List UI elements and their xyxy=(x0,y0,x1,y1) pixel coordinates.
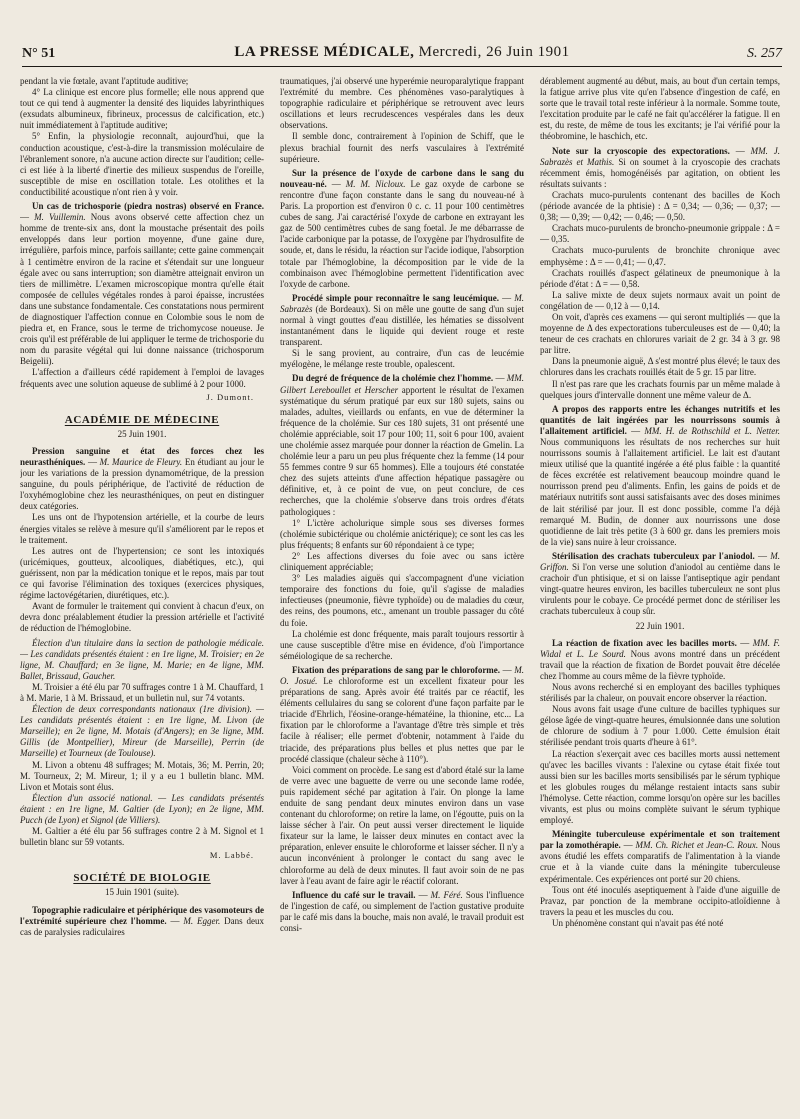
paragraph: Nous avons recherché si en employant des bacilles typhiques stérilisés par la chaleur, on pouvait encore observer la réaction. xyxy=(540,681,780,704)
article-fixation: Fixation des préparations de sang par le chloroforme. — M. O. Josué. Le chloroforme est un excellent fixateur pour les préparations de sang. Après avoir été traités par ce réactif, les éléments cellulaires du sang se colorent d'une façon parfaite par le triacide d'Ehrlich, l'éosine-orange-hématéine, la thionine, etc... La fixation par le chloroforme a l'avantage d'être très simple et très facile à réaliser; elle permet d'obtenir, notamment à l'aide du triacide, des préparations plus belles et plus nettes que par le procédé classique (chaleur sèche à 110°). xyxy=(280,664,524,764)
article-text: En étudiant au jour le jour les variations de la pression dynamométrique, de la pression sanguine, du pouls périphérique, de l'activité de réduction de l'oxyhémoglobine chez les neurasthéniques, on peut en distinguer deux catégories. xyxy=(20,457,264,512)
column-1 xyxy=(20,76,264,1106)
issue-date: Mercredi, 26 Juin 1901 xyxy=(418,44,570,60)
column-3 xyxy=(540,76,780,1106)
article-cafe: Influence du café sur le travail. — M. Féré. Sous l'influence de l'ingestion de café, ou simplement de l'action gustative produite par le café mis dans la bouche, mais non avalé, le travail produit est consi- xyxy=(280,889,524,934)
section-date: 25 Juin 1901. xyxy=(117,428,167,439)
article-text: Si on mêle une goutte de sang d'un sujet normal à vingt gouttes d'eau distillée, les hématies se dissolvent instantanément dans le liquide qui devient rouge et reste transparent. xyxy=(280,303,524,348)
paragraph: La cholémie est donc fréquente, mais paraît toujours ressortir à une cause susceptible d'être mise en évidence, d'où l'importance séméiologique de sa recherche. xyxy=(280,628,524,661)
article-title: Topographie radiculaire et périphérique des vasomoteurs de l'extrémité supérieure chez l'homme. xyxy=(20,904,264,926)
article-text: Si on soumet à la cryoscopie des crachats récemment émis, homogénéisés par agitation, on obtient les résultats suivants : xyxy=(540,156,780,189)
paragraph: L'affection a d'ailleurs cédé rapidement à l'emploi de lavages fréquents avec une solution aqueuse de sublimé à 2 pour 1000. xyxy=(20,367,264,389)
article-title: La réaction de fixation avec les bacilles morts. xyxy=(552,637,737,648)
article-text: apportent le résultat de l'examen systématique du sérum pratiqué par eux sur 180 sujets, sains ou malades, adultes, vieillards ou enfants, en vue de déterminer la fréquence de la cholémie. Sur ces 180 sujets, 31 ont présenté une cholémie appréciable, soit 17 pour 100; 11, soit 6 pour 100, avaient une cholémie assez marquée pour donner la réaction de Gmelin. La cholémie leur a paru un peu plus fréquente chez la femme (14 pour 55 femmes contre 9 sur 65 hommes). Elle a toujours été constatée chez des sujets atteints d'une affection hépatique passagère ou définitive, et, à ce point de vue, on peut conclure, de ces recherches, que la cholémie s'observe dans trois ordres d'états pathologiques : xyxy=(280,384,524,517)
paragraph: traumatiques, j'ai observé une hyperémie neuroparalytique frappant l'extrémité du membre. Ces phénomènes vaso-paralytiques à topographie radiculaire et périphérique se retrouvent avec leurs oscillations et leurs recrudescences vespérales dans les deux observations. xyxy=(280,76,524,131)
signature: J. Dumont. xyxy=(206,391,254,402)
article-author: M. Griffon. xyxy=(540,550,780,573)
article-sterilisation: Stérilisation des crachats tuberculeux par l'aniodol. — M. Griffon. Si l'on verse une solution d'aniodol au centième dans le crachoir d'un phtisique, et si on laisse l'antiseptique agir pendant vingt-quatre heures environ, les bacilles tuberculeux ne sont plus virulents pour le cobaye. Ce procédé permet donc de stériliser les crachats tuberculeux à coup sûr. xyxy=(540,550,780,617)
article-author: MM. Gilbert Lereboullet et Herscher xyxy=(280,373,524,395)
paragraph: M. Troisier a été élu par 70 suffrages contre 1 à M. Chauffard, 1 à M. Marie, 1 à M. Brissaud, et un bulletin nul, sur 74 votants. xyxy=(20,681,264,703)
article-pression: Pression sanguine et état des forces chez les neurasthéniques. — M. Maurice de Fleury. En étudiant au jour le jour les variations de la pression dynamométrique, de la pression sanguine, du pouls périphérique, de l'activité de réduction de l'oxyhémoglobine chez les neurasthéniques, on peut en distinguer deux catégories. xyxy=(20,445,264,512)
election-paragraph: Élection d'un associé national. — Les candidats présentés étaient : en 1re ligne, M. Galtier (de Lyon); en 2e ligne, MM. Pucch (de Lyon) et Signol (de Villiers). xyxy=(20,792,264,825)
article-author: MM. F. Widal et L. Le Sourd. xyxy=(540,637,780,659)
article-text: Nous avons montré dans un précédent travail que la réaction de fixation de Bordet pouvait être décelée chez l'homme au cours même de la fièvre typhoïde. xyxy=(540,648,780,681)
article-author: MM. J. Sabrazès et Mathis. xyxy=(540,145,780,167)
article-text: Si l'on verse une solution d'aniodol au centième dans le crachoir d'un phtisique, et si on laisse l'antiseptique agir pendant vingt-quatre heures environ, les bacilles tuberculeux ne sont plus virulents pour le cobaye. Ce procédé permet donc de stériliser les crachats tuberculeux à coup sûr. xyxy=(540,562,780,617)
article-title: Du degré de fréquence de la cholémie chez l'homme. xyxy=(292,373,494,384)
article-title: Pression sanguine et état des forces chez les neurasthéniques. xyxy=(20,445,264,467)
article-title: Fixation des préparations de sang par le chloroforme. xyxy=(292,664,501,675)
signature: M. Labbé. xyxy=(209,850,254,861)
paragraph: La salive mixte de deux sujets normaux avait un point de congélation de — 0,12 à — 0,14. xyxy=(540,289,780,311)
article-cryoscopie: Note sur la cryoscopie des expectorations. — MM. J. Sabrazès et Mathis. Si on soumet à la cryoscopie des crachats récemment émis, homogénéisés par agitation, on obtient les résultats suivants : xyxy=(540,145,780,189)
column-2 xyxy=(280,76,524,1106)
paragraph: 5° Enfin, la physiologie reconnaît, aujourd'hui, que la conduction acoustique, c'est-à-dire la transmission moléculaire de l'ébranlement sonore, n'a aucune action directe sur l'audition; celle-ci est liée à la liberté d'inertie des milieux suspendus de l'oreille, susceptible de mise en oscillation totale. Les otolithes et la conductibilité acoustique n'ont rien à y voir. xyxy=(20,131,264,197)
paragraph: Nous avons fait usage d'une culture de bacilles typhiques sur gélose âgée de vingt-quatre heures, émulsionnée dans une solution de chlorure de sodium à 7 pour 1.000. Cette émulsion était stérilisée pendant trois quarts d'heure à 61°. xyxy=(540,704,780,748)
issue-number: N° 51 xyxy=(22,46,56,61)
journal-title xyxy=(22,44,782,61)
paragraph: Il n'est pas rare que les crachats fournis par un même malade à quelques jours d'intervalle donnent une même valeur de Δ. xyxy=(540,378,780,400)
article-author: M. M. Nicloux. xyxy=(345,178,406,189)
paragraph: M. Livon a obtenu 48 suffrages; M. Motais, 36; M. Perrin, 20; M. Tourneux, 2; M. Mireur, 1; il y a eu 1 bulletin blanc. MM. Livon et Motais sont élus. xyxy=(20,759,264,792)
article-title: A propos des rapports entre les échanges nutritifs et les quantités de lait ingérées par les nourrissons soumis à l'allaitement artificiel. xyxy=(540,403,780,436)
page-header xyxy=(22,44,782,67)
article-text: Nous avons observé cette affection chez un homme de trente-six ans, dont la moustache présentait des poils enveloppés dans leur portion moyenne, d'une gaine dure, irrégulière, parfois mince, parfois saillante; cette gaine commençait à 1 centimètre environ de la racine et s'étendait sur une longueur égale avec ou sans interruption; son diamètre atteignait environ un tiers de millimètre. L'examen microscopique montra qu'elle était composée de cellules végétales rondes à paroi épaisse, incrustées dans une substance fondamentale. Ces constatations nous permirent de diagnostiquer l'affection connue en Colombie sous le nom de piedra et, en France, sous le terme de trichomycose noueuse. Je crois qu'il est préférable de lui appliquer le terme de trichosporie du nom du parasite végétal qui lui donne naissance (trichosporum Beigelii). xyxy=(20,212,264,367)
paragraph: pendant la vie fœtale, avant l'aptitude auditive; xyxy=(20,76,189,86)
paragraph: Crachats muco-purulents de broncho-pneumonie grippale : Δ = — 0,35. xyxy=(540,223,780,245)
paragraph: 4° La clinique est encore plus formelle; elle nous apprend que tout ce qui tend à augmenter la densité des liquides labyrinthiques (exsudats albumineux, fibrineux, processus de calcification, etc.) nuit immédiatement à l'aptitude auditive; xyxy=(20,87,264,131)
article-echanges: A propos des rapports entre les échanges nutritifs et les quantités de lait ingérées par les nourrissons soumis à l'allaitement artificiel. — MM. H. de Rothschild et L. Netter. Nous communiquons les résultats de nos recherches sur huit nourrissons soumis à l'allaitement artificiel. Le lait est d'autant mieux utilisé que la quantité ingérée a été plus faible : la quantité de fèces excrétée est relativement beaucoup moindre quand le nourrisson prend peu d'aliments. Enfin, les gains de poids et de matériaux nutritifs sont aussi satisfaisants avec des doses minimes de lait stérilisé par jour. Il est donc possible, comme l'a déjà remarqué M. Budin, de donner aux nourrissons une dose quotidienne de lait très petite (3 à 600 gr. dans les premiers mois de la vie) sans nuire à leur croissance. xyxy=(540,403,780,547)
paragraph: Les autres ont de l'hypertension; ce sont les intoxiqués (uricémiques, goutteux, alcooliques, diabétiques, etc.), qui guérissent, non par la médication tonique et le repos, mais par tout ce qui favorise l'élimination des toxiques (exercices physiques, régime lactovégétarien, diurétiques, etc.). xyxy=(20,545,264,601)
article-text: Nous communiquons les résultats de nos recherches sur huit nourrissons soumis à l'allaitement artificiel. Le lait est d'autant mieux utilisé que la quantité ingérée a été plus faible : la quantité de fèces excrétée est relativement beaucoup moindre quand le nourrisson prend peu d'aliments. Enfin, les gains de poids et de matériaux nutritifs sont aussi satisfaisants avec des doses minimes de lait stérilisé par jour. Il est donc possible, comme l'a déjà remarqué M. Budin, de donner aux nourrissons une dose quotidienne de lait très petite (3 à 600 gr. dans les premiers mois de la vie) sans nuire à leur croissance. xyxy=(540,437,780,547)
article-title: Procédé simple pour reconnaître le sang leucémique. xyxy=(292,292,499,303)
paragraph: Dans la pneumonie aiguë, Δ s'est montré plus élevé; le taux des chlorures dans les crachats rouillés était de 5 gr. 15 par litre. xyxy=(540,356,780,378)
article-author: M. Maurice de Fleury. xyxy=(99,457,183,467)
section-date: 15 Juin 1901 (suite). xyxy=(105,887,179,898)
article-procede: Procédé simple pour reconnaître le sang leucémique. — M. Sabrazès (de Bordeaux). Si on mêle une goutte de sang d'un sujet normal à vingt gouttes d'eau distillée, les hématies se dissolvent instantanément dans le liquide qui devient rouge et reste transparent. xyxy=(280,292,524,348)
article-author: M. O. Josué. xyxy=(280,664,524,686)
article-place: (de Bordeaux). xyxy=(315,303,371,314)
paragraph: On voit, d'après ces examens — qui seront multipliés — que la moyenne de Δ des expectorations tuberculeuses est de — 0,40; la teneur de ces crachats en chlorures variait de 2 gr. 34 à 3 gr. 98 par litre. xyxy=(540,311,780,356)
article-text: Dans deux cas de paralysies radiculaires xyxy=(20,915,264,937)
article-oxyde: Sur la présence de l'oxyde de carbone dans le sang du nouveau-né. — M. M. Nicloux. Le gaz oxyde de carbone se rencontre d'une façon constante dans le sang du nouveau-né à Paris. La proportion est d'environ 0 c. c. 11 pour 100 centimètres cubes de sang. J'ai caractérisé l'oxyde de carbone en extrayant les gaz de 500 centimètres cubes de sang foetal. Je me débarrasse de l'acide carbonique par la potasse, de l'oxygène par l'hydrosulfite de soude, et, dans le résidu, la réaction sur l'acide iodique, l'absorption totale par l'hémoglobine, la décomposition par le vide de la combinaison avec l'hémoglobine permettent l'identification avec l'oxyde de carbone. xyxy=(280,167,524,289)
article-cholemie: Du degré de fréquence de la cholémie chez l'homme. — MM. Gilbert Lereboullet et Herscher apportent le résultat de l'examen systématique du sérum pratiqué par eux sur 180 sujets, sains ou malades, adultes, vieillards ou enfants, en vue de déterminer la fréquence de la cholémie. Sur ces 180 sujets, 31 ont présenté une cholémie appréciable, soit 17 pour 100; 11, soit 6 pour 100, avaient une cholémie assez marquée pour donner la réaction de Gmelin. La cholémie leur a paru un peu plus fréquente chez la femme (14 pour 55 femmes contre 9 sur 65 hommes). Elle a toujours été constatée chez des sujets atteints d'une affection hépatique passagère ou définitive, et, à ce point de vue, on peut conclure, de ces recherches, que la cholémie s'observe dans trois ordres d'états pathologiques : xyxy=(280,373,524,517)
article-author: M. Sabrazès xyxy=(280,292,524,314)
paragraph: Voici comment on procède. Le sang est d'abord étalé sur la lame de verre avec une baguette de verre ou une seconde lame rodée, puis rapidement séché par agitation à l'air. On plonge la lame enduite de sang pendant deux minutes environ dans un vase contenant du chloroforme; on retire la lame, on l'égoutte, puis on la laisse sécher à l'air. On peut aussi verser directement le liquide fixateur sur la lame, le laisser deux minutes en contact avec la préparation, enlever ensuite le chloroforme et laisser sécher. Il n'y a aucun inconvénient à prolonger le contact du sang avec le chloroforme au delà de deux minutes. Il faut avoir soin de ne pas laver à l'eau avant de faire agir le réactif colorant. xyxy=(280,764,524,886)
article-text: Sous l'influence de l'ingestion de café, ou simplement de l'action gustative produite par le café mis dans la bouche, mais non avalé, le travail produit est consi- xyxy=(280,889,524,934)
election-paragraph: Élection de deux correspondants nationaux (1re division). — Les candidats présentés étaient : en 1re ligne, M. Livon (de Marseille); en 2e ligne, M. Motais (d'Angers); en 3e ligne, MM. Gillis (de Montpellier), Mireur (de Marseille), Perrin (de Marseille) et Tourneux (de Toulouse). xyxy=(20,704,264,759)
paragraph: 3° Les maladies aiguës qui s'accompagnent d'une viciation temporaire des fonctions du foie, qu'il s'agisse de maladies infectieuses (pneumonie, fièvre typhoïde) ou de maladies du cœur, des reins, des poumons, etc., amenant un trouble passager du côté du foie. xyxy=(280,573,524,628)
paragraph: La réaction s'exerçait avec ces bacilles morts aussi nettement qu'avec les bacilles vivants : l'alexine ou cytase était fixée tout aussi bien sur les bacilles morts sensibilisés par le sérum typhique et les globules rouges du mélange restaient intacts sans subir l'hémolyse. Cette réaction, comme lorsqu'on opère sur les bacilles vivants, est plus ou moins complète suivant le sérum typhique employé. xyxy=(540,748,780,826)
paragraph: M. Galtier a été élu par 56 suffrages contre 2 à M. Signol et 1 bulletin blanc sur 59 votants. xyxy=(20,826,264,848)
section-heading: SOCIÉTÉ DE BIOLOGIE xyxy=(73,872,211,885)
article-title: Un cas de trichosporie (piedra nostras) observé en France. xyxy=(32,201,264,212)
paragraph: Avant de formuler le traitement qui convient à chacun d'eux, on devra donc préalablement étudier la pression artérielle et l'activité de réduction de l'hémoglobine. xyxy=(20,601,264,634)
article-author: M. Féré. xyxy=(430,889,463,900)
article-trichosporie: Un cas de trichosporie (piedra nostras) observé en France. — M. Vuillemin. Nous avons observé cette affection chez un homme de trente-six ans, dont la moustache présentait des poils enveloppés dans leur portion moyenne, d'une gaine dure, irrégulière, parfois mince, parfois saillante; cette gaine commençait à 1 centimètre environ de la racine et s'étendait sur une longueur égale avec ou sans interruption; son diamètre atteignait environ un tiers de millimètre. L'examen microscopique montra qu'elle était composée de cellules végétales rondes à paroi épaisse, incrustées dans une substance fondamentale. Ces constatations nous permirent de diagnostiquer l'affection connue en Colombie sous le nom de piedra et, en France, sous le terme de trichomycose noueuse. Je crois qu'il est préférable de lui appliquer le terme de trichosporie du nom du parasite végétal qui lui donne naissance (trichosporum Beigelii). xyxy=(20,201,264,367)
paragraph: 2° Les affections diverses du foie avec ou sans ictère cliniquement appréciable; xyxy=(280,550,524,573)
paragraph: Les uns ont de l'hypotension artérielle, et la courbe de leurs énergies vitales se relève à mesure qu'il s'améliorent par le repos et le traitement. xyxy=(20,512,264,545)
article-meningite: Méningite tuberculeuse expérimentale et son traitement par la zomothérapie. — MM. Ch. Richet et Jean-C. Roux. Nous avons étudié les effets comparatifs de l'alimentation à la viande crue et à la viande cuite dans la méningite tuberculeuse expérimentale. Ces expériences ont porté sur 20 chiens. xyxy=(540,829,780,884)
article-title: Méningite tuberculeuse expérimentale et son traitement par la zomothérapie. xyxy=(540,829,780,851)
paragraph: Crachats muco-purulents de bronchite chronique avec emphysème : Δ = — 0,41; — 0,47. xyxy=(540,245,780,267)
article-author: MM. Ch. Richet et Jean-C. Roux. xyxy=(635,840,759,851)
article-author: M. Vuillemin. xyxy=(34,212,86,223)
page-number: S. 257 xyxy=(747,46,782,61)
article-text: Nous avons étudié les effets comparatifs de l'alimentation à la viande crue et à la viande cuite dans la méningite tuberculeuse expérimentale. Ces expériences ont porté sur 20 chiens. xyxy=(540,840,780,884)
article-title: Stérilisation des crachats tuberculeux par l'aniodol. xyxy=(552,550,755,561)
journal-name: LA PRESSE MÉDICALE, xyxy=(234,44,415,60)
article-text: Le gaz oxyde de carbone se rencontre d'une façon constante dans le sang du nouveau-né à Paris. La proportion est d'environ 0 c. c. 11 pour 100 centimètres cubes de sang. J'ai caractérisé l'oxyde de carbone en extrayant les gaz de 500 centimètres cubes de sang foetal. Je me débarrasse de l'acide carbonique par la potasse, de l'oxygène par l'hydrosulfite de soude, et, dans le résidu, la réaction sur l'acide iodique, l'absorption totale par l'hémoglobine, la décomposition par le vide de la combinaison avec l'hémoglobine permettent l'identification avec l'oxyde de carbone. xyxy=(280,178,524,289)
paragraph: Il semble donc, contrairement à l'opinion de Schiff, que le plexus brachial fournit des nerfs vasculaires à l'extrémité supérieure. xyxy=(280,131,524,164)
paragraph: dérablement augmenté au début, mais, au bout d'un certain temps, la fatigue arrive plus vite qu'en l'absence d'ingestion de café, en sorte que le travail total reste inférieur à la normale. Somme toute, l'excitation produite par le café ne fait qu'accélérer la fatigue. Il en est, du reste, de même de tous les excitants; je l'ai vérifié pour la théobromine, le haschich, etc. xyxy=(540,76,780,142)
paragraph: Tous ont été inoculés aseptiquement à l'aide d'une aiguille de Pravaz, par ponction de la membrane occipito-atloïdienne à travers la peau et les muscles du cou. xyxy=(540,884,780,917)
article-text: Le chloroforme est un excellent fixateur pour les préparations de sang. Après avoir été traités par ce réactif, les éléments cellulaires du sang se colorent d'une façon parfaite par le triacide d'Ehrlich, l'éosine-orange-hématéine, la thionine, etc... La fixation par le chloroforme a l'avantage d'être très simple et très facile à réaliser; elle permet d'obtenir, notamment à l'aide du triacide, des préparations plus belles et plus nettes que par le procédé classique (chaleur sèche à 110°). xyxy=(280,675,524,764)
article-author: MM. H. de Rothschild et L. Netter. xyxy=(644,425,780,436)
article-reaction: La réaction de fixation avec les bacilles morts. — MM. F. Widal et L. Le Sourd. Nous avons montré dans un précédent travail que la réaction de fixation de Bordet pouvait être décelée chez l'homme au cours même de la fièvre typhoïde. xyxy=(540,637,780,681)
election-paragraph: Élection d'un titulaire dans la section de pathologie médicale. — Les candidats présentés étaient : en 1re ligne, M. Troisier; en 2e ligne, M. Chauffard; en 3e ligne, M. Marie; en 4e ligne, MM. Ballet, Brissaud, Gaucher. xyxy=(20,637,264,681)
paragraph: Un phénomène constant qui n'avait pas été noté xyxy=(552,917,724,928)
paragraph: Crachats muco-purulents contenant des bacilles de Koch (période avancée de la phtisie) : Δ = 0,34; — 0,36; — 0,37; — 0,38; — 0,39; — 0,42; — 0,46; — 0,50. xyxy=(540,189,780,223)
article-title: Influence du café sur le travail. xyxy=(292,889,416,900)
article-topographie: Topographie radiculaire et périphérique des vasomoteurs de l'extrémité supérieure chez l'homme. — M. Egger. Dans deux cas de paralysies radiculaires xyxy=(20,904,264,937)
paragraph: Crachats rouillés d'aspect gélatineux de pneumonique à la période d'état : Δ = — 0,58. xyxy=(540,267,780,289)
section-date: 22 Juin 1901. xyxy=(635,620,685,631)
paragraph: 1° L'ictère acholurique simple sous ses diverses formes (cholémie subictérique ou cholémie anictérique); ce sont les cas les plus fréquents; 8 enfants sur 60 répondaient à ce type; xyxy=(280,517,524,550)
paragraph: Si le sang provient, au contraire, d'un cas de leucémie myélogène, le mélange reste trouble, opalescent. xyxy=(280,348,524,370)
article-title: Sur la présence de l'oxyde de carbone dans le sang du nouveau-né. xyxy=(280,167,524,189)
article-title: Note sur la cryoscopie des expectorations. xyxy=(552,145,730,156)
section-heading: ACADÉMIE DE MÉDECINE xyxy=(64,413,220,426)
article-author: M. Egger. xyxy=(183,915,221,926)
